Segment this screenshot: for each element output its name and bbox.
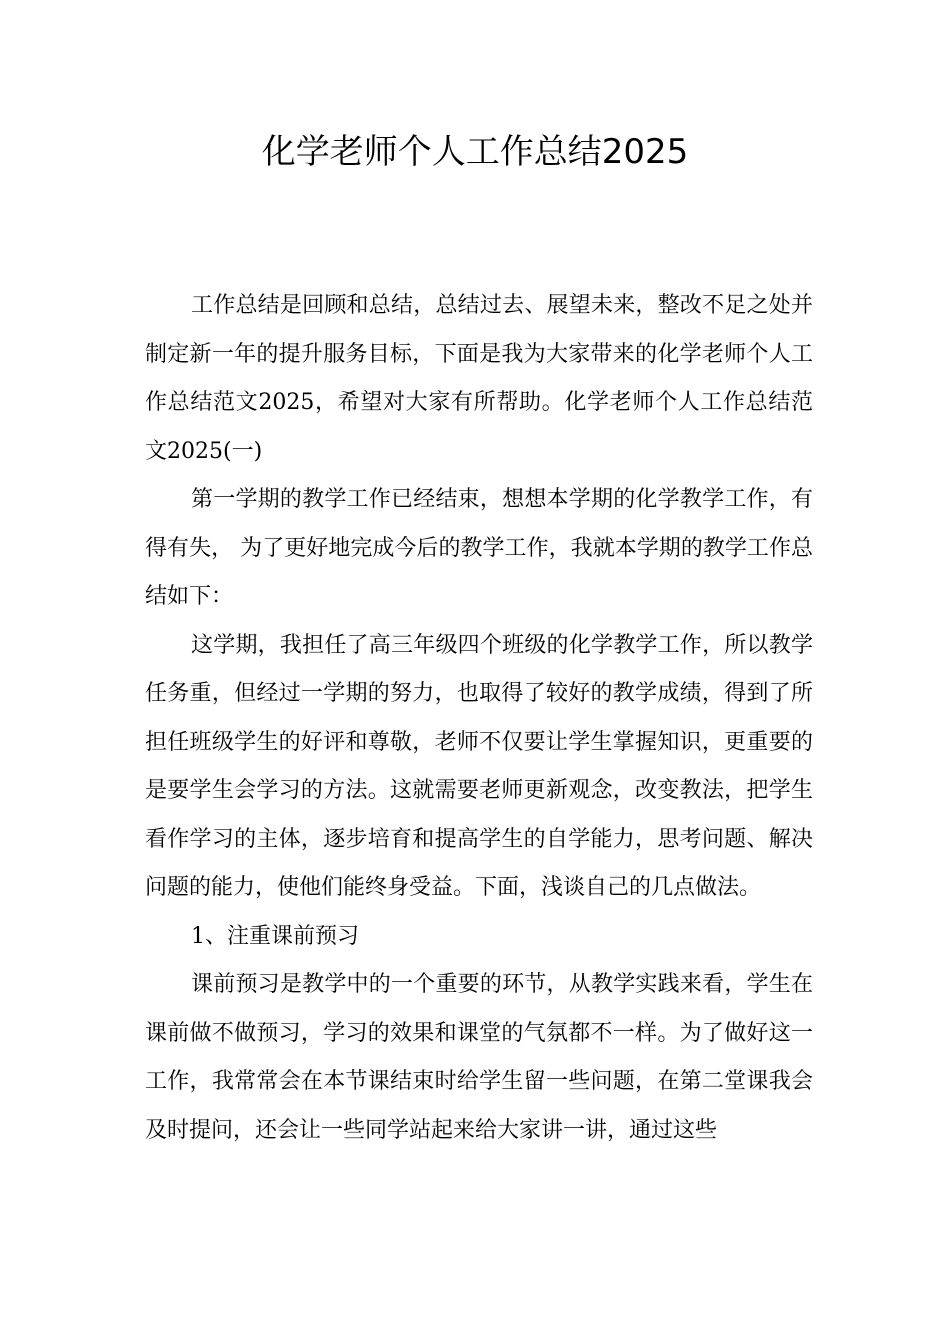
paragraph-preview: 课前预习是教学中的一个重要的环节，从教学实践来看，学生在课前做不做预习，学习的效果和课堂的气氛都不一样。为了做好这一工作，我常常会在本节课结束时给学生留一些问题，在第二堂课我会及时提问，还会让一些同学站起来给大家讲一讲，通过这些 — [145, 972, 813, 1143]
paragraph-teaching-work: 这学期，我担任了高三年级四个班级的化学教学工作，所以教学任务重，但经过一学期的努力，也取得了较好的教学成绩，得到了所担任班级学生的好评和尊敬，老师不仅要让学生掌握知识，更重要的是要学生会学习的方法。这就需要老师更新观念，改变教法，把学生看作学习的主体，逐步培育和提高学生的自学能力，思考问题、解决问题的能力，使他们能终身受益。下面，浅谈自己的几点做法。 — [145, 632, 813, 900]
section-heading-preview: 1、注重课前预习 — [191, 923, 359, 949]
document-body — [145, 282, 813, 1155]
paragraph-semester-summary: 第一学期的教学工作已经结束，想想本学期的化学教学工作，有得有失， 为了更好地完成今后的教学工作，我就本学期的教学工作总结如下： — [145, 487, 813, 609]
document-title: 化学老师个人工作总结2025 — [261, 132, 689, 172]
paragraph-intro: 工作总结是回顾和总结，总结过去、展望未来，整改不足之处并制定新一年的提升服务目标，下面是我为大家带来的化学老师个人工作总结范文2025，希望对大家有所帮助。化学老师个人工作总结范文2025(一) — [145, 293, 813, 464]
